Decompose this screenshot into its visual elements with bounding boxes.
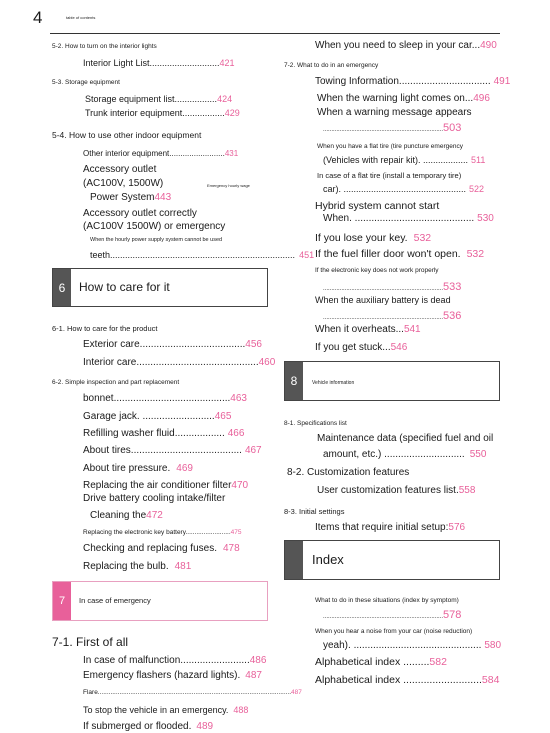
- section-8-1-heading: 8-1. Specifications list: [284, 420, 347, 427]
- toc-entry[interactable]: [83, 689, 302, 696]
- toc-entry[interactable]: [323, 281, 461, 293]
- toc-entry-text: ........................................................................: [323, 614, 444, 620]
- toc-page-number: 429: [224, 108, 240, 118]
- section-8-number: 8: [285, 362, 303, 400]
- toc-entry-text: If you lose your key.: [315, 232, 408, 244]
- toc-entry[interactable]: [315, 656, 447, 668]
- toc-page-number: 491: [493, 76, 511, 87]
- section-8-title: Vehicle information: [312, 380, 355, 386]
- toc-page-number: 532: [413, 232, 432, 244]
- toc-page-number: 451: [299, 250, 315, 260]
- section-8-header[interactable]: [284, 361, 500, 401]
- toc-page-number: 466: [227, 428, 245, 439]
- toc-entry-text: In case of malfunction.........................: [83, 655, 250, 666]
- toc-page-number: 511: [471, 155, 486, 165]
- toc-page-number: 467: [244, 445, 262, 456]
- header-rule: [50, 33, 500, 34]
- toc-page-number: 424: [217, 94, 233, 104]
- toc-page-number: 530: [477, 213, 494, 224]
- toc-entry[interactable]: [83, 357, 275, 368]
- toc-entry[interactable]: [83, 445, 262, 456]
- toc-entry-note: Emergency hourly wage: [207, 183, 250, 188]
- toc-entry-text: Emergency flashers (hazard lights).: [83, 670, 241, 681]
- toc-entry-line[interactable]: When you hear a noise from your car (noise reduction): [315, 628, 473, 635]
- toc-entry[interactable]: [83, 339, 262, 350]
- toc-entry-text: (Vehicles with repair kit). ..................: [323, 155, 469, 165]
- toc-page-number: 584: [481, 674, 500, 686]
- toc-entry[interactable]: [83, 561, 191, 572]
- toc-entry-line[interactable]: Hybrid system cannot start: [315, 200, 440, 212]
- toc-page-number: 558: [458, 485, 476, 496]
- toc-entry[interactable]: [315, 522, 465, 533]
- section-7-header[interactable]: [52, 581, 268, 621]
- section-5-2-heading: 5-2. How to turn on the interior lights: [52, 43, 157, 50]
- toc-page-number: 481: [174, 561, 192, 572]
- section-6-1-heading: 6-1. How to care for the product: [52, 324, 158, 333]
- toc-entry[interactable]: [315, 76, 510, 87]
- index-color-tab: [285, 541, 303, 579]
- toc-entry-line[interactable]: (AC100V, 1500W): [83, 178, 164, 189]
- toc-entry[interactable]: [90, 192, 171, 203]
- toc-entry-text: Interior Light List............................: [83, 58, 220, 68]
- toc-page-number: 465: [214, 411, 232, 422]
- toc-page-number: 546: [390, 342, 408, 353]
- section-8-2-heading: 8-2. Customization features: [287, 467, 410, 478]
- toc-entry[interactable]: [83, 670, 262, 681]
- toc-entry[interactable]: [315, 232, 431, 244]
- toc-entry-text: Exterior care......................................: [83, 339, 246, 350]
- page-number: 4: [33, 8, 43, 27]
- toc-entry-text: ........................................................................: [323, 127, 444, 133]
- toc-page-number: 472: [146, 510, 163, 521]
- toc-page-number: 421: [219, 58, 235, 68]
- toc-entry-line[interactable]: Accessory outlet: [83, 164, 157, 175]
- toc-entry[interactable]: [323, 640, 501, 651]
- toc-entry-text: About tire pressure.: [83, 463, 171, 474]
- toc-entry[interactable]: [323, 449, 486, 460]
- section-6-title: How to care for it: [79, 280, 170, 294]
- toc-entry[interactable]: [315, 40, 497, 51]
- toc-entry-line[interactable]: When the hourly power supply system cannot be used: [90, 237, 223, 243]
- toc-entry-line[interactable]: Accessory outlet correctly: [83, 208, 197, 219]
- toc-entry[interactable]: [83, 393, 247, 404]
- toc-entry-text: When. ...........................................: [323, 213, 475, 224]
- toc-entry-text: Garage jack. ..........................: [83, 411, 215, 422]
- toc-entry[interactable]: [315, 248, 484, 260]
- toc-entry-text: ........................................................................: [323, 315, 444, 321]
- toc-entry[interactable]: [317, 93, 490, 104]
- toc-entry[interactable]: [83, 705, 248, 715]
- toc-entry-text: bonnet..........................................: [83, 393, 231, 404]
- toc-page-number: 489: [196, 721, 214, 732]
- toc-page-number: 470: [231, 480, 249, 491]
- toc-page-number: 431: [224, 149, 239, 158]
- toc-page-number: 536: [443, 310, 462, 322]
- page-header-title: table of contents: [66, 15, 96, 20]
- toc-entry-text: Replacing the bulb.: [83, 561, 169, 572]
- toc-entry-line[interactable]: When a warning message appears: [317, 107, 472, 118]
- toc-page-number: 463: [230, 393, 247, 404]
- toc-entry[interactable]: [83, 428, 244, 439]
- section-6-number: 6: [53, 269, 71, 306]
- toc-page-number: 541: [403, 324, 421, 335]
- toc-entry-text: To stop the vehicle in an emergency.: [83, 705, 229, 715]
- toc-entry-text: About tires........................................: [83, 445, 242, 456]
- section-6-header[interactable]: [52, 268, 268, 307]
- toc-entry[interactable]: [83, 58, 235, 68]
- toc-entry-text: If the fuel filler door won't open.: [315, 248, 461, 260]
- toc-page-number: 503: [443, 122, 462, 134]
- toc-entry-text: Storage equipment list.................: [85, 94, 218, 104]
- toc-entry[interactable]: [83, 721, 213, 732]
- toc-page-number: 456: [245, 339, 262, 350]
- toc-entry[interactable]: [85, 94, 232, 104]
- toc-entry-text: car). .................................................: [323, 184, 467, 194]
- toc-entry-text: Checking and replacing fuses.: [83, 543, 217, 554]
- section-6-2-heading: 6-2. Simple inspection and part replacement: [52, 379, 180, 386]
- toc-page-number: 580: [484, 640, 502, 651]
- toc-entry-text: When it overheats...: [315, 324, 404, 335]
- toc-page-number: 578: [443, 609, 462, 621]
- toc-entry-line[interactable]: In case of a flat tire (install a temporary tire): [317, 171, 462, 180]
- toc-entry[interactable]: [83, 149, 238, 158]
- toc-entry-text: Trunk interior equipment.................: [85, 108, 225, 118]
- toc-entry-text: Alphabetical index ...........................: [315, 674, 482, 686]
- toc-page-number: 478: [222, 543, 240, 554]
- toc-entry-line[interactable]: When the auxiliary battery is dead: [315, 295, 451, 305]
- toc-entry-text: If you get stuck...: [315, 342, 391, 353]
- toc-entry[interactable]: [85, 108, 240, 118]
- toc-entry[interactable]: [83, 529, 242, 536]
- toc-page-number: 488: [233, 705, 249, 715]
- toc-entry[interactable]: [323, 609, 461, 621]
- toc-entry[interactable]: [323, 122, 461, 134]
- toc-entry-text: ........................................................................: [323, 286, 444, 292]
- toc-entry-text: Other interior equipment.........................: [83, 149, 225, 158]
- toc-entry-line[interactable]: What to do in these situations (index by symptom): [315, 597, 459, 604]
- toc-entry-text: When you need to sleep in your car...: [315, 40, 481, 51]
- section-7-2-heading: 7-2. What to do in an emergency: [284, 62, 379, 69]
- toc-entry-text: Cleaning the: [90, 510, 147, 521]
- section-7-title: In case of emergency: [79, 596, 151, 605]
- toc-page-number: 487: [291, 689, 302, 696]
- toc-entry[interactable]: [83, 480, 248, 491]
- toc-page-number: 469: [176, 463, 193, 474]
- toc-entry-text: Towing Information.................................: [315, 76, 491, 87]
- index-header[interactable]: [284, 540, 500, 580]
- toc-entry-text: Flare...........................................................................................................: [83, 689, 292, 696]
- toc-page-number: 475: [230, 529, 242, 536]
- section-8-3-heading: 8-3. Initial settings: [284, 507, 345, 516]
- toc-entry-text: Refilling washer fluid..................: [83, 428, 225, 439]
- section-7-number: 7: [53, 582, 71, 620]
- toc-page-number: 532: [466, 248, 485, 260]
- toc-entry-text: If submerged or flooded.: [83, 721, 192, 732]
- toc-page-number: 522: [469, 184, 485, 194]
- toc-entry-text: Replacing the electronic key battery.........................: [83, 529, 231, 536]
- toc-page-number: 486: [249, 655, 267, 666]
- toc-entry[interactable]: [323, 184, 484, 194]
- toc-entry-text: Alphabetical index .........: [315, 656, 430, 668]
- toc-page-number: 443: [154, 192, 172, 203]
- index-title: Index: [312, 552, 344, 567]
- toc-page-number: 490: [480, 40, 497, 51]
- toc-entry[interactable]: [90, 510, 163, 521]
- toc-entry-text: yeah). ..............................................: [323, 640, 482, 651]
- toc-entry-text: Replacing the air conditioner filter: [83, 480, 232, 491]
- section-5-4-heading: 5-4. How to use other indoor equipment: [52, 130, 202, 140]
- toc-entry-text: Interior care............................................: [83, 357, 259, 368]
- toc-entry-line[interactable]: (AC100V 1500W) or emergency: [83, 221, 226, 232]
- toc-page-number: 533: [443, 281, 462, 293]
- toc-entry-text: Items that require initial setup:: [315, 522, 449, 533]
- toc-entry-line[interactable]: If the electronic key does not work properly: [315, 267, 439, 274]
- toc-entry[interactable]: [323, 213, 494, 224]
- toc-page-number: 550: [469, 449, 487, 460]
- toc-page-number: 576: [448, 522, 466, 533]
- toc-entry[interactable]: [83, 463, 193, 474]
- toc-entry-text: teeth..........................................................................: [90, 250, 296, 260]
- toc-entry-line[interactable]: Drive battery cooling intake/filter: [83, 493, 226, 504]
- toc-page-number: 496: [473, 93, 490, 104]
- toc-entry-text: User customization features list.: [317, 485, 459, 496]
- toc-entry[interactable]: [315, 674, 499, 686]
- toc-entry[interactable]: [323, 155, 485, 165]
- toc-entry-text: amount, etc.) .............................: [323, 449, 465, 460]
- section-7-1-heading: 7-1. First of all: [52, 635, 129, 649]
- section-5-3-heading: 5-3. Storage equipment: [52, 79, 120, 86]
- toc-page-number: 582: [429, 656, 447, 668]
- toc-entry-line[interactable]: When you have a flat tire (tire puncture emergency: [317, 143, 463, 150]
- toc-entry[interactable]: [315, 342, 407, 353]
- toc-entry[interactable]: [83, 411, 231, 422]
- toc-page-number: 460: [258, 357, 276, 368]
- toc-entry[interactable]: [83, 543, 240, 554]
- toc-entry[interactable]: [90, 250, 314, 260]
- toc-entry-text: Power System: [90, 192, 155, 203]
- toc-entry-text: When the warning light comes on...: [317, 93, 474, 104]
- toc-entry[interactable]: [315, 324, 421, 335]
- toc-entry-line[interactable]: Maintenance data (specified fuel and oil: [317, 433, 494, 444]
- toc-page-number: 487: [245, 670, 262, 681]
- toc-entry[interactable]: [323, 310, 461, 322]
- toc-entry[interactable]: [83, 655, 266, 666]
- toc-entry[interactable]: [317, 485, 475, 496]
